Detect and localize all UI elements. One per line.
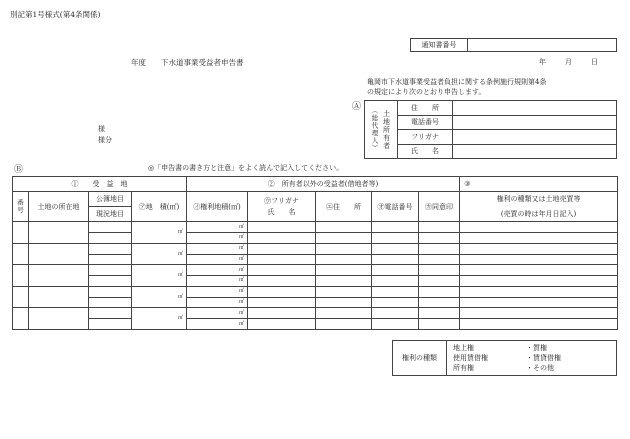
row-right-area-unit: ㎡: [238, 223, 244, 230]
row-address-cell[interactable]: [316, 243, 372, 254]
rights-item-pledge: ・質権: [526, 344, 547, 352]
row-right-area-cell[interactable]: [187, 297, 248, 308]
row-number-cell[interactable]: [13, 222, 29, 244]
row-seal-cell[interactable]: [419, 254, 460, 265]
row-area-unit: ㎡: [177, 293, 183, 300]
row-area-cell[interactable]: [132, 222, 187, 244]
row-right-kind-cell[interactable]: [460, 254, 618, 265]
owner-phone-field[interactable]: [453, 115, 617, 130]
owner-name-label: 氏 名: [398, 144, 453, 159]
row-area-cell[interactable]: [132, 286, 187, 308]
table-row: [13, 308, 618, 319]
row-right-area-cell[interactable]: [187, 286, 248, 297]
owner-address-field[interactable]: [453, 101, 617, 116]
row-seal-cell[interactable]: [419, 265, 460, 276]
row-name-cell[interactable]: [248, 233, 316, 244]
row-area-unit: ㎡: [177, 229, 183, 236]
table-row-sub: [13, 276, 618, 287]
addressee-sama: 様: [98, 125, 105, 133]
row-area-unit: ㎡: [177, 272, 183, 279]
row-furigana-cell[interactable]: [248, 308, 316, 319]
row-phone-cell[interactable]: [372, 254, 419, 265]
row-address-cell[interactable]: [316, 297, 372, 308]
row-right-area-unit: ㎡: [238, 288, 244, 295]
table-row-sub: [13, 297, 618, 308]
table-row-sub: [13, 319, 618, 330]
row-right-area-unit: ㎡: [238, 320, 244, 327]
row-address-cell[interactable]: [316, 308, 372, 319]
notice-number-label: 通知書番号: [411, 39, 468, 52]
row-address-cell[interactable]: [316, 265, 372, 276]
header-section-3: ③: [460, 177, 618, 192]
form-id: 別記第1号様式(第4条関係): [10, 10, 101, 19]
row-area-unit: ㎡: [177, 250, 183, 257]
row-right-kind-cell[interactable]: [460, 308, 618, 319]
row-seal-cell[interactable]: [419, 297, 460, 308]
row-location-cell[interactable]: [29, 243, 89, 265]
rights-item-superficies: 地上権: [453, 344, 474, 352]
header-right-area: ㋑権利地積(㎡): [187, 192, 248, 222]
owner-furigana-label: フリガナ: [398, 130, 453, 145]
owner-heading-cell: [365, 101, 398, 159]
row-phone-cell[interactable]: [372, 265, 419, 276]
owner-name-field[interactable]: [453, 144, 617, 159]
rights-item-loan-use: 使用賃借権: [453, 354, 488, 362]
header-right-note: (売買の時は年月日記入): [460, 207, 618, 222]
row-location-cell[interactable]: [29, 265, 89, 287]
row-address-cell[interactable]: [316, 276, 372, 287]
rights-kind-label: 権利の種類: [393, 341, 447, 376]
rights-item-lease: ・賃貸借権: [526, 354, 561, 362]
row-name-cell[interactable]: [248, 276, 316, 287]
row-current-cell[interactable]: [89, 233, 132, 244]
addressee-sama-bun: 様分: [98, 136, 112, 144]
table-row: [13, 243, 618, 254]
row-current-cell[interactable]: [89, 276, 132, 287]
row-registry-cell[interactable]: [89, 286, 132, 297]
row-right-area-unit: ㎡: [238, 298, 244, 305]
row-right-kind-cell[interactable]: [460, 319, 618, 330]
row-right-area-unit: ㎡: [238, 277, 244, 284]
row-right-area-unit: ㎡: [238, 255, 244, 262]
row-address-cell[interactable]: [316, 222, 372, 233]
owner-phone-label: 電話番号: [398, 115, 453, 130]
row-right-kind-cell[interactable]: [460, 276, 618, 287]
notice-number-field[interactable]: [468, 39, 617, 52]
header-beneficiary-land: ① 受 益 地: [13, 177, 187, 192]
row-seal-cell[interactable]: [419, 319, 460, 330]
row-number-cell[interactable]: [13, 286, 29, 308]
date-day: 日: [591, 58, 598, 66]
row-right-area-cell[interactable]: [187, 308, 248, 319]
intro-line-2: の規定により次のとおり申告します。: [367, 88, 486, 96]
row-furigana-cell[interactable]: [248, 222, 316, 233]
row-right-area-cell[interactable]: [187, 233, 248, 244]
row-right-kind-cell[interactable]: [460, 286, 618, 297]
row-name-cell[interactable]: [248, 319, 316, 330]
row-name-cell[interactable]: [248, 297, 316, 308]
row-phone-cell[interactable]: [372, 276, 419, 287]
header-other-beneficiary: ② 所有者以外の受益者(借地者等): [187, 177, 460, 192]
row-current-cell[interactable]: [89, 254, 132, 265]
row-seal-cell[interactable]: [419, 222, 460, 233]
row-seal-cell[interactable]: [419, 286, 460, 297]
row-right-kind-cell[interactable]: [460, 233, 618, 244]
row-area-cell[interactable]: [132, 243, 187, 265]
date-year: 年: [539, 58, 546, 66]
row-registry-cell[interactable]: [89, 222, 132, 233]
row-area-cell[interactable]: [132, 308, 187, 330]
row-phone-cell[interactable]: [372, 243, 419, 254]
row-right-area-cell[interactable]: [187, 319, 248, 330]
header-number: 番号: [13, 192, 29, 222]
owner-address-label: 住 所: [398, 101, 453, 116]
row-right-area-cell[interactable]: [187, 276, 248, 287]
row-address-cell[interactable]: [316, 254, 372, 265]
row-number-cell[interactable]: [13, 265, 29, 287]
row-right-area-cell[interactable]: [187, 222, 248, 233]
row-registry-cell[interactable]: [89, 243, 132, 254]
intro-line-1: 亀岡市下水道事業受益者負担に関する条例施行規則第4条: [367, 78, 547, 86]
date-month: 月: [565, 58, 572, 66]
owner-furigana-field[interactable]: [453, 130, 617, 145]
row-right-area-cell[interactable]: [187, 243, 248, 254]
row-right-kind-cell[interactable]: [460, 222, 618, 233]
table-row-sub: [13, 233, 618, 244]
rights-item-ownership: 所有権: [453, 364, 474, 372]
row-right-area-unit: ㎡: [238, 309, 244, 316]
row-phone-cell[interactable]: [372, 297, 419, 308]
instruction-note: ◎「申告書の書き方と注意」をよく読んで記入してください。: [148, 164, 344, 172]
row-area-cell[interactable]: [132, 265, 187, 287]
row-furigana-cell[interactable]: [248, 243, 316, 254]
row-right-area-unit: ㎡: [238, 266, 244, 273]
row-address-cell[interactable]: [316, 286, 372, 297]
row-right-area-unit: ㎡: [238, 245, 244, 252]
row-number-cell[interactable]: [13, 308, 29, 330]
row-name-cell[interactable]: [248, 254, 316, 265]
header-current-category: 現況地目: [89, 207, 132, 222]
row-location-cell[interactable]: [29, 308, 89, 330]
row-address-cell[interactable]: [316, 233, 372, 244]
header-furigana: ㋒フリガナ: [264, 196, 299, 205]
circle-b-mark: Ⓑ: [14, 165, 24, 175]
rights-kind-list: [447, 341, 617, 376]
row-phone-cell[interactable]: [372, 286, 419, 297]
owner-table: [364, 100, 617, 159]
row-seal-cell[interactable]: [419, 308, 460, 319]
row-right-area-cell[interactable]: [187, 265, 248, 276]
row-right-kind-cell[interactable]: [460, 265, 618, 276]
header-right-kind: 権利の種類又は土地売買等: [460, 192, 618, 207]
table-row-sub: [13, 254, 618, 265]
rights-item-other: ・その他: [526, 364, 554, 372]
row-registry-cell[interactable]: [89, 265, 132, 276]
table-row: [13, 286, 618, 297]
row-right-kind-cell[interactable]: [460, 243, 618, 254]
row-phone-cell[interactable]: [372, 308, 419, 319]
row-address-cell[interactable]: [316, 319, 372, 330]
header-furigana-name: [248, 192, 316, 222]
row-phone-cell[interactable]: [372, 222, 419, 233]
row-phone-cell[interactable]: [372, 319, 419, 330]
row-current-cell[interactable]: [89, 319, 132, 330]
beneficiary-table: [12, 176, 618, 330]
row-right-area-unit: ㎡: [238, 234, 244, 241]
row-seal-cell[interactable]: [419, 243, 460, 254]
page-title: 年度 下水道事業受益者申告書: [131, 58, 244, 67]
row-number-cell[interactable]: [13, 243, 29, 265]
row-furigana-cell[interactable]: [248, 286, 316, 297]
row-location-cell[interactable]: [29, 286, 89, 308]
table-row: [13, 265, 618, 276]
circle-a-mark: Ⓐ: [352, 102, 362, 112]
header-name: 氏 名: [267, 207, 296, 216]
owner-heading-sub: （総代理人）: [370, 107, 379, 152]
row-phone-cell[interactable]: [372, 233, 419, 244]
row-registry-cell[interactable]: [89, 308, 132, 319]
notice-number-box: [410, 38, 617, 52]
row-furigana-cell[interactable]: [248, 265, 316, 276]
table-row: [13, 222, 618, 233]
row-right-area-cell[interactable]: [187, 254, 248, 265]
owner-heading: 土地所有者: [382, 109, 391, 150]
header-phone: ㋔電話番号: [372, 192, 419, 222]
header-registry-category: 公簿地目: [89, 192, 132, 207]
row-seal-cell[interactable]: [419, 233, 460, 244]
rights-kind-table: [392, 340, 617, 376]
header-area: ㋐地 積(㎡): [132, 192, 187, 222]
row-location-cell[interactable]: [29, 222, 89, 244]
row-area-unit: ㎡: [177, 315, 183, 322]
header-address: ㋓住 所: [316, 192, 372, 222]
header-seal: ㋕同意印: [419, 192, 460, 222]
row-right-kind-cell[interactable]: [460, 297, 618, 308]
row-current-cell[interactable]: [89, 297, 132, 308]
header-location: 土地の所在地: [29, 192, 89, 222]
row-seal-cell[interactable]: [419, 276, 460, 287]
